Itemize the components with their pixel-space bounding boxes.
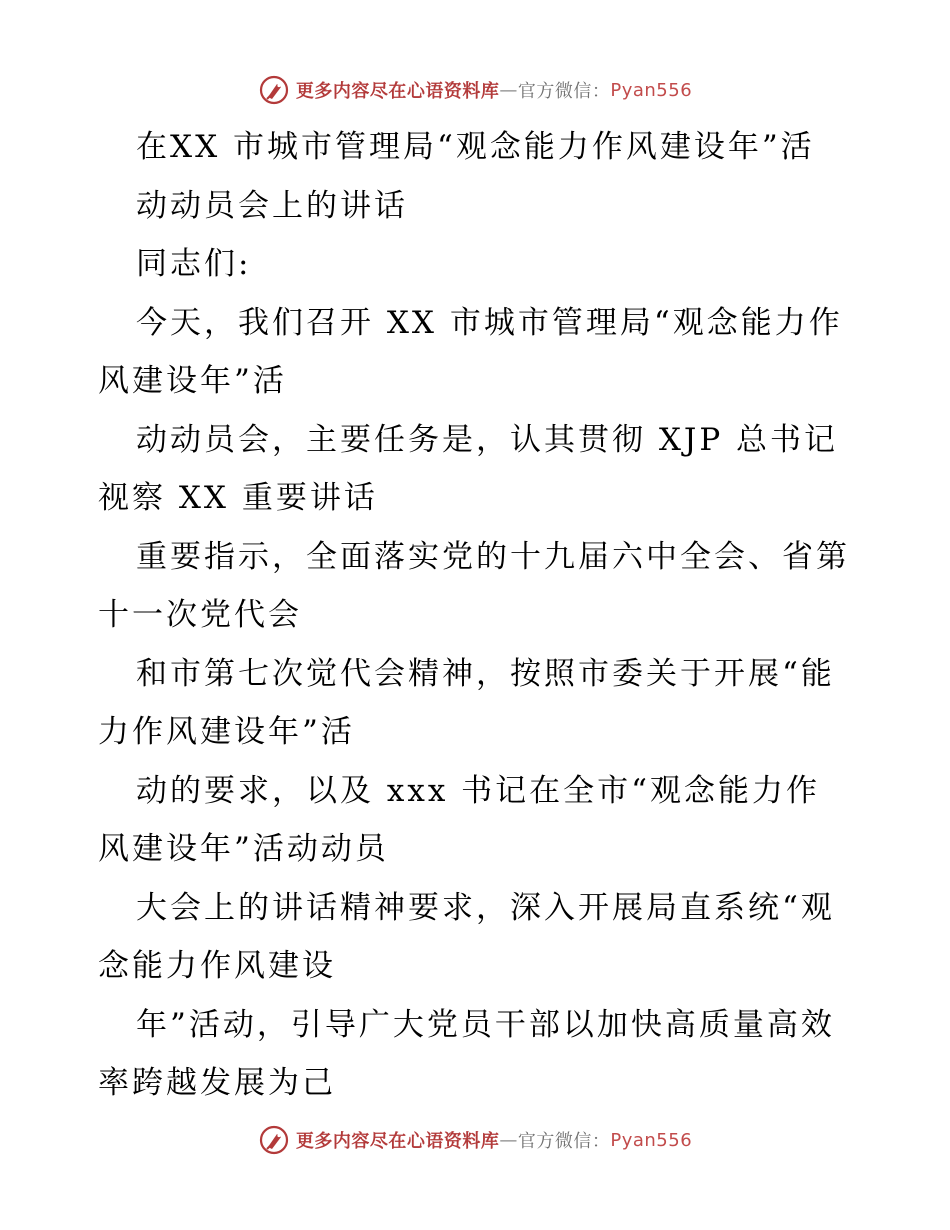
text-line: 率跨越发展为己 [98, 1065, 336, 1101]
footer-watermark-banner [0, 1120, 950, 1160]
salutation: 同志们: [136, 246, 252, 282]
document-title-line-2: 动动员会上的讲话 [136, 187, 408, 224]
site-name: 更多内容尽在心语资料库 [295, 81, 500, 102]
text-line: 大会上的讲话精神要求，深入开展局直系统“观 [136, 889, 835, 926]
banner-dash: — [499, 1129, 518, 1151]
text-line: 和市第七次觉代会精神，按照市委关于开展“能 [136, 655, 835, 692]
document-body [98, 118, 858, 1113]
wechat-account: Pyan556 [610, 79, 693, 101]
wechat-account: Pyan556 [610, 1129, 693, 1151]
document-title-line-1: 在XX 市城市管理局“观念能力作风建设年”活 [136, 129, 815, 165]
pen-nib-logo-icon [258, 1124, 290, 1156]
banner-dash: — [499, 79, 518, 101]
text-line: 视察 XX 重要讲话 [98, 480, 378, 516]
text-line: 十一次党代会 [98, 597, 302, 633]
text-line: 力作风建设年”活 [98, 714, 355, 750]
header-watermark-banner [0, 70, 950, 110]
text-line: 今天，我们召开 XX 市城市管理局“观念能力作 [136, 304, 843, 341]
text-line: 风建设年”活 [98, 363, 287, 399]
text-line: 重要指示，全面落实党的十九届六中全会、省第 [136, 538, 850, 575]
wechat-label: 官方微信： [517, 81, 611, 102]
text-line: 年”活动，引导广大党员干部以加快高质量高效 [136, 1006, 835, 1043]
text-line: 风建设年”活动动员 [98, 831, 389, 867]
text-line: 念能力作风建设 [98, 948, 336, 984]
text-line: 动动员会，主要任务是，认其贯彻 XJP 总书记 [136, 421, 839, 458]
wechat-label: 官方微信： [517, 1131, 611, 1152]
text-line: 动的要求，以及 xxx 书记在全市“观念能力作 [136, 772, 821, 809]
site-name: 更多内容尽在心语资料库 [295, 1131, 500, 1152]
pen-nib-logo-icon [258, 74, 290, 106]
